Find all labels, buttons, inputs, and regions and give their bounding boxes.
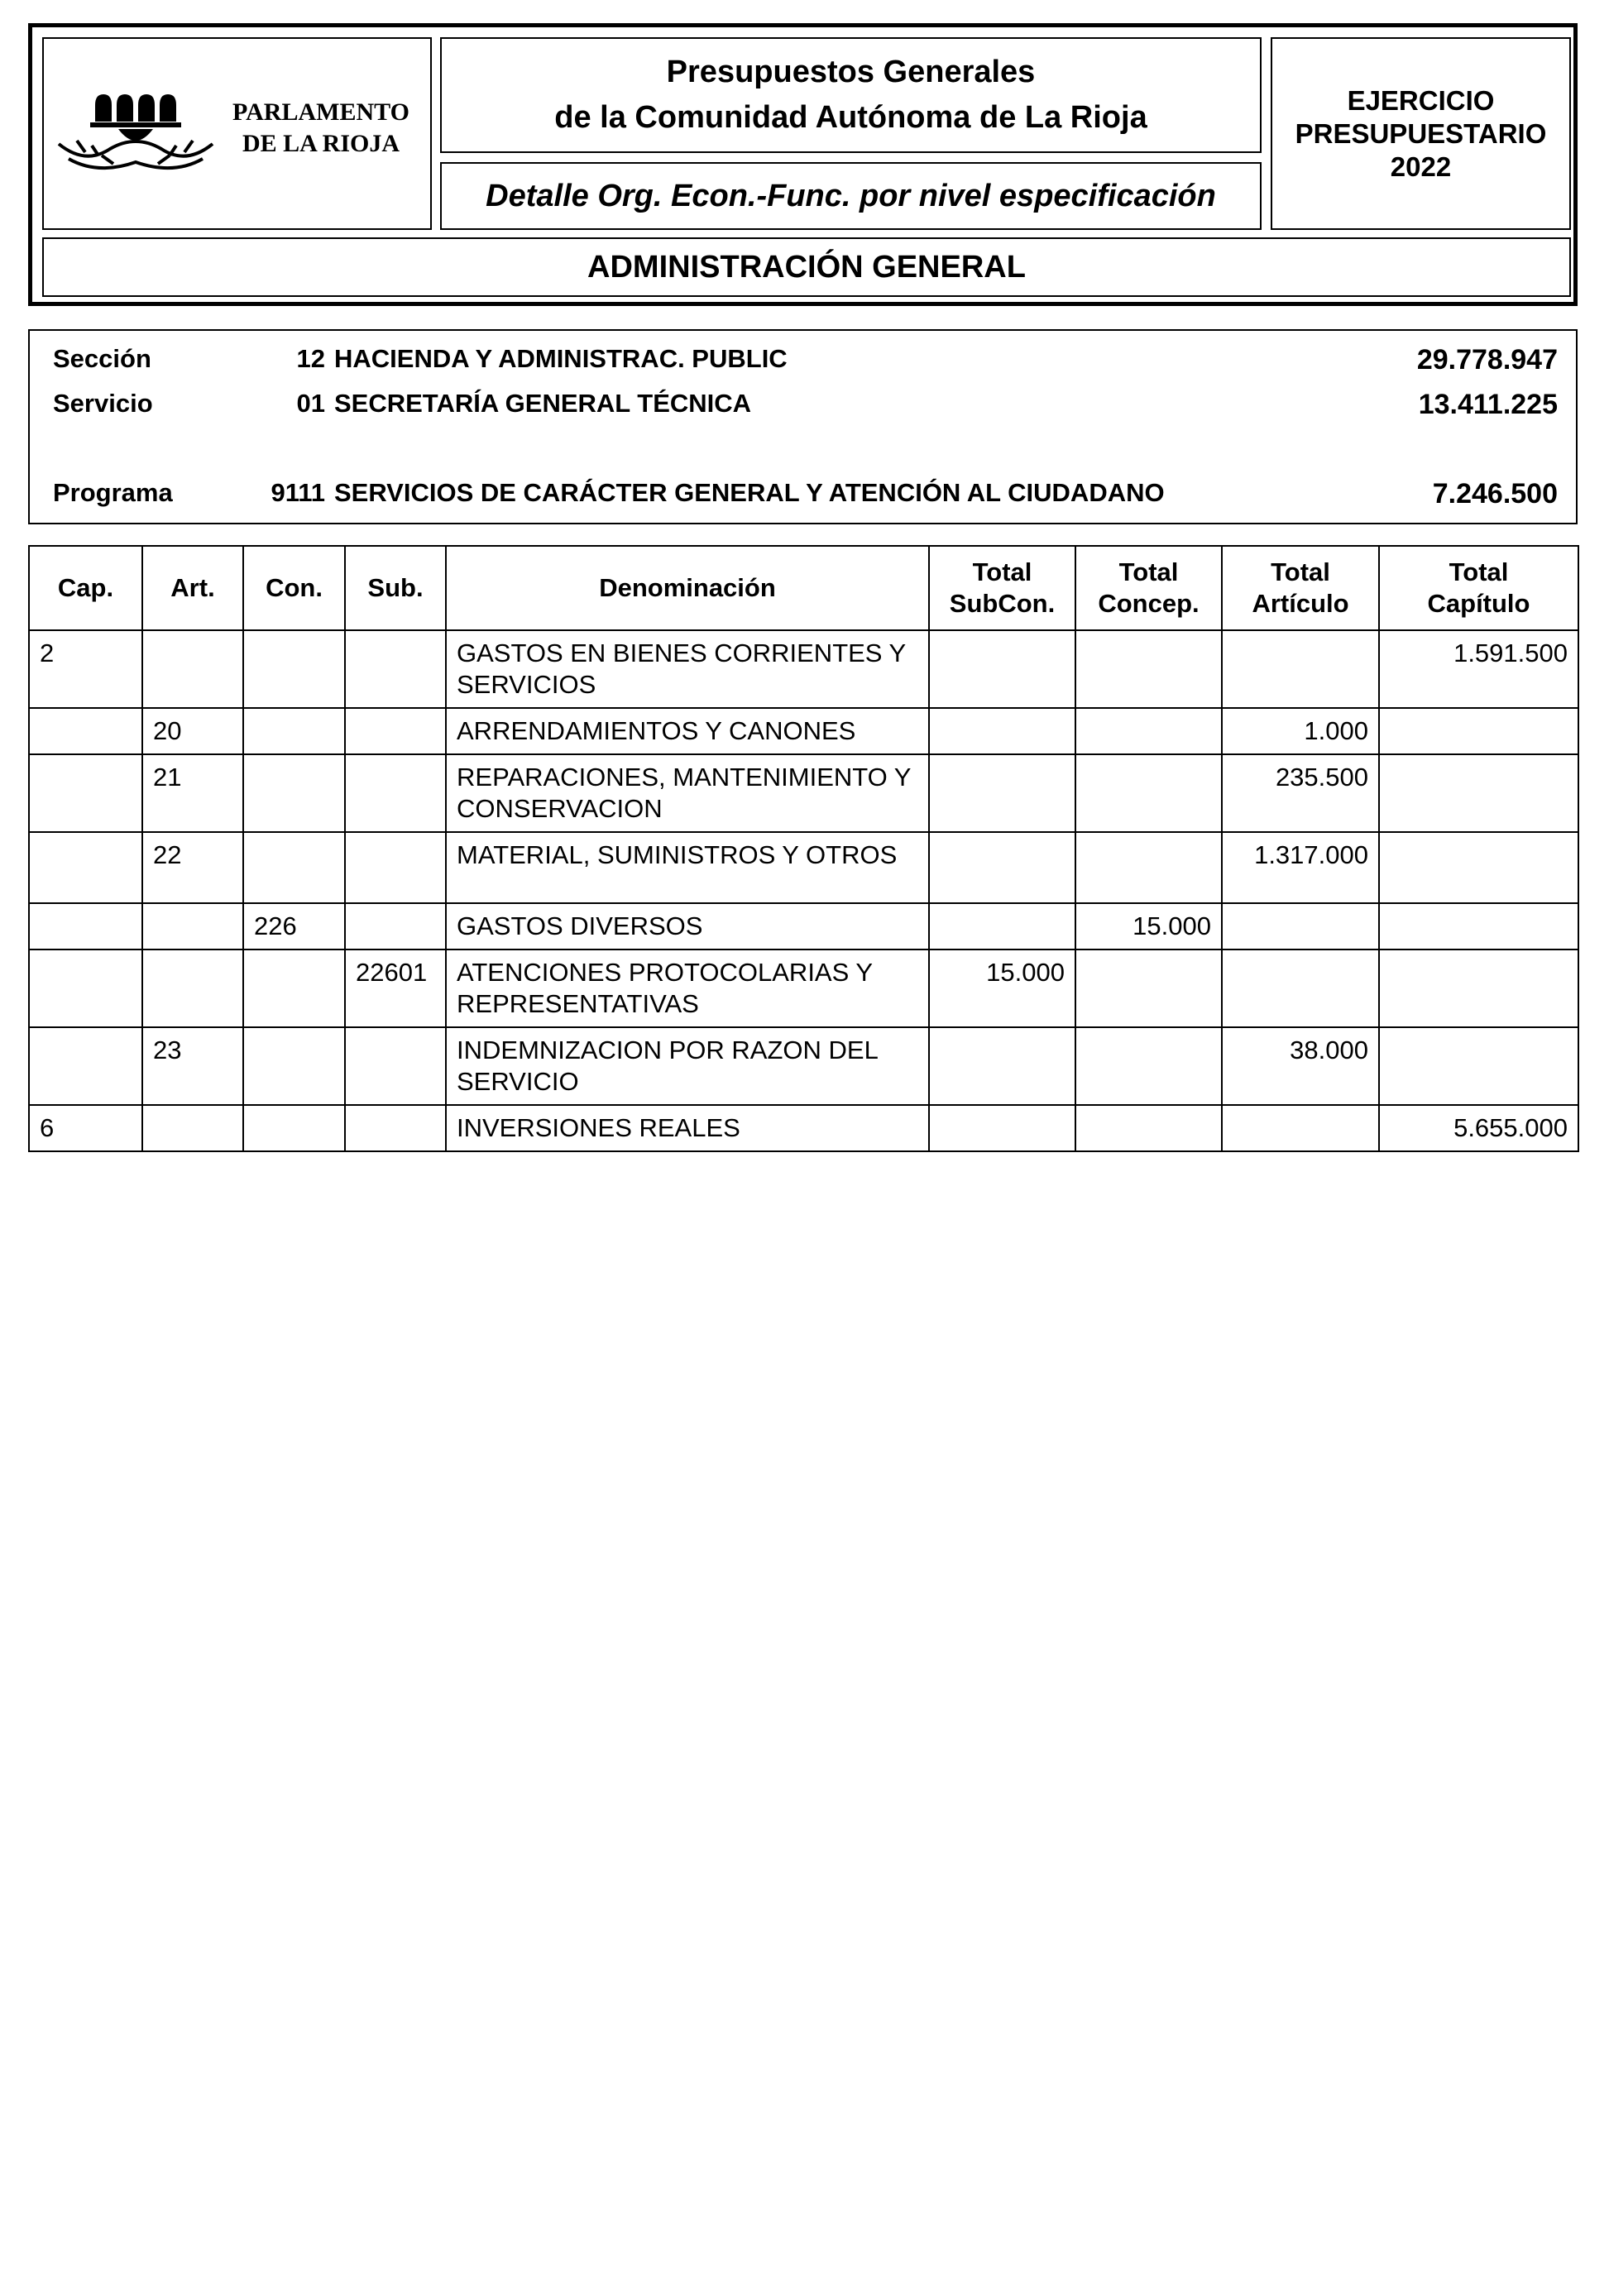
cell-total-articulo [1222, 949, 1379, 1027]
year-line-2: PRESUPUESTARIO [1295, 117, 1547, 149]
cell-con [243, 832, 345, 903]
cell-total-capitulo [1379, 754, 1578, 832]
header-sub: Sub. [345, 546, 446, 630]
header-total-capitulo-1: Total [1449, 557, 1509, 586]
servicio-label: Servicio [53, 389, 153, 418]
cell-cap: 6 [29, 1105, 142, 1151]
cell-art [142, 949, 243, 1027]
header-con: Con. [243, 546, 345, 630]
seccion-amount: 29.778.947 [1416, 344, 1558, 375]
cell-total-concep: 15.000 [1075, 903, 1222, 949]
logo-text [218, 97, 424, 160]
cell-sub [345, 1105, 446, 1151]
cell-total-capitulo [1379, 1027, 1578, 1105]
cell-con [243, 708, 345, 754]
document-title [440, 37, 1262, 153]
cell-sub [345, 832, 446, 903]
table-row [29, 832, 1578, 903]
programa-name: SERVICIOS DE CARÁCTER GENERAL Y ATENCIÓN AL CIUDADANO [334, 478, 1165, 507]
cell-sub: 22601 [345, 949, 446, 1027]
cell-total-subcon [929, 754, 1075, 832]
cell-total-articulo: 1.000 [1222, 708, 1379, 754]
document-header [28, 23, 1578, 306]
fiscal-year [1271, 37, 1571, 230]
seccion-label: Sección [53, 344, 151, 373]
year-line-3: 2022 [1390, 151, 1452, 182]
cell-total-capitulo [1379, 708, 1578, 754]
cell-total-articulo: 1.317.000 [1222, 832, 1379, 903]
cell-total-subcon [929, 708, 1075, 754]
cell-art: 22 [142, 832, 243, 903]
section-info [28, 329, 1578, 524]
cell-cap [29, 754, 142, 832]
parliament-logo-icon [52, 76, 218, 192]
entity-title [42, 237, 1571, 297]
cell-total-articulo [1222, 1105, 1379, 1151]
cell-total-articulo: 235.500 [1222, 754, 1379, 832]
cell-total-subcon [929, 1105, 1075, 1151]
cell-total-articulo [1222, 630, 1379, 708]
cell-total-capitulo: 1.591.500 [1379, 630, 1578, 708]
header-art: Art. [142, 546, 243, 630]
year-line-1: EJERCICIO [1347, 84, 1495, 116]
cell-art: 23 [142, 1027, 243, 1105]
cell-total-subcon [929, 630, 1075, 708]
programa-amount: 7.246.500 [1432, 478, 1558, 509]
header-total-articulo-2: Artículo [1252, 589, 1349, 618]
cell-denominacion: ATENCIONES PROTOCOLARIAS Y REPRESENTATIVAS [446, 949, 929, 1027]
header-total-articulo-1: Total [1271, 557, 1330, 586]
cell-total-concep [1075, 832, 1222, 903]
cell-total-concep [1075, 1105, 1222, 1151]
cell-con [243, 630, 345, 708]
cell-denominacion: INDEMNIZACION POR RAZON DEL SERVICIO [446, 1027, 929, 1105]
cell-sub [345, 754, 446, 832]
budget-table [28, 545, 1579, 1152]
cell-total-subcon: 15.000 [929, 949, 1075, 1027]
logo-line-2: DE LA RIOJA [242, 130, 400, 157]
cell-total-subcon [929, 1027, 1075, 1105]
header-cap: Cap. [29, 546, 142, 630]
cell-sub [345, 903, 446, 949]
table-row [29, 1105, 1578, 1151]
cell-con: 226 [243, 903, 345, 949]
cell-total-capitulo [1379, 903, 1578, 949]
table-row [29, 949, 1578, 1027]
cell-total-concep [1075, 708, 1222, 754]
header-total-subcon-2: SubCon. [949, 589, 1056, 618]
cell-sub [345, 708, 446, 754]
cell-sub [345, 630, 446, 708]
cell-total-concep [1075, 949, 1222, 1027]
header-total-capitulo [1379, 546, 1578, 630]
header-total-concep-1: Total [1118, 557, 1179, 586]
title-line-2: de la Comunidad Autónoma de La Rioja [554, 100, 1147, 135]
cell-total-articulo: 38.000 [1222, 1027, 1379, 1105]
cell-total-concep [1075, 754, 1222, 832]
cell-total-capitulo: 5.655.000 [1379, 1105, 1578, 1151]
subtitle-text: Detalle Org. Econ.-Func. por nivel especificación [486, 178, 1216, 213]
logo-line-1: PARLAMENTO [232, 98, 409, 126]
table-row [29, 1027, 1578, 1105]
seccion-code: 12 [296, 344, 325, 373]
programa-row [30, 478, 1576, 511]
document-subtitle [440, 162, 1262, 230]
cell-denominacion: ARRENDAMIENTOS Y CANONES [446, 708, 929, 754]
cell-sub [345, 1027, 446, 1105]
cell-cap [29, 832, 142, 903]
cell-total-subcon [929, 903, 1075, 949]
table-row [29, 903, 1578, 949]
header-total-concep [1075, 546, 1222, 630]
table-row [29, 754, 1578, 832]
cell-cap [29, 903, 142, 949]
cell-con [243, 1105, 345, 1151]
cell-con [243, 1027, 345, 1105]
table-row [29, 708, 1578, 754]
programa-label: Programa [53, 478, 173, 507]
servicio-name: SECRETARÍA GENERAL TÉCNICA [334, 389, 752, 418]
logo-box [42, 37, 432, 230]
cell-total-concep [1075, 630, 1222, 708]
cell-total-subcon [929, 832, 1075, 903]
cell-denominacion: GASTOS EN BIENES CORRIENTES Y SERVICIOS [446, 630, 929, 708]
servicio-amount: 13.411.225 [1418, 389, 1558, 420]
cell-cap [29, 1027, 142, 1105]
title-line-1: Presupuestos Generales [666, 55, 1036, 89]
header-total-subcon-1: Total [972, 557, 1032, 586]
cell-denominacion: REPARACIONES, MANTENIMIENTO Y CONSERVACION [446, 754, 929, 832]
table-header-row [29, 546, 1578, 630]
cell-art [142, 903, 243, 949]
header-denominacion: Denominación [446, 546, 929, 630]
seccion-row [30, 344, 1576, 377]
cell-total-capitulo [1379, 949, 1578, 1027]
cell-total-capitulo [1379, 832, 1578, 903]
servicio-row [30, 389, 1576, 422]
cell-cap [29, 708, 142, 754]
cell-denominacion: GASTOS DIVERSOS [446, 903, 929, 949]
header-total-concep-2: Concep. [1098, 589, 1200, 618]
cell-cap: 2 [29, 630, 142, 708]
cell-art: 21 [142, 754, 243, 832]
programa-code: 9111 [271, 478, 325, 507]
cell-art [142, 630, 243, 708]
cell-art: 20 [142, 708, 243, 754]
header-total-subcon [929, 546, 1075, 630]
cell-total-concep [1075, 1027, 1222, 1105]
cell-art [142, 1105, 243, 1151]
header-total-capitulo-2: Capítulo [1427, 589, 1530, 618]
cell-total-articulo [1222, 903, 1379, 949]
cell-cap [29, 949, 142, 1027]
table-row [29, 630, 1578, 708]
servicio-code: 01 [296, 389, 325, 418]
cell-denominacion: MATERIAL, SUMINISTROS Y OTROS [446, 832, 929, 903]
entity-text: ADMINISTRACIÓN GENERAL [587, 249, 1026, 285]
cell-con [243, 949, 345, 1027]
cell-con [243, 754, 345, 832]
cell-denominacion: INVERSIONES REALES [446, 1105, 929, 1151]
seccion-name: HACIENDA Y ADMINISTRAC. PUBLIC [334, 344, 788, 373]
header-total-articulo [1222, 546, 1379, 630]
